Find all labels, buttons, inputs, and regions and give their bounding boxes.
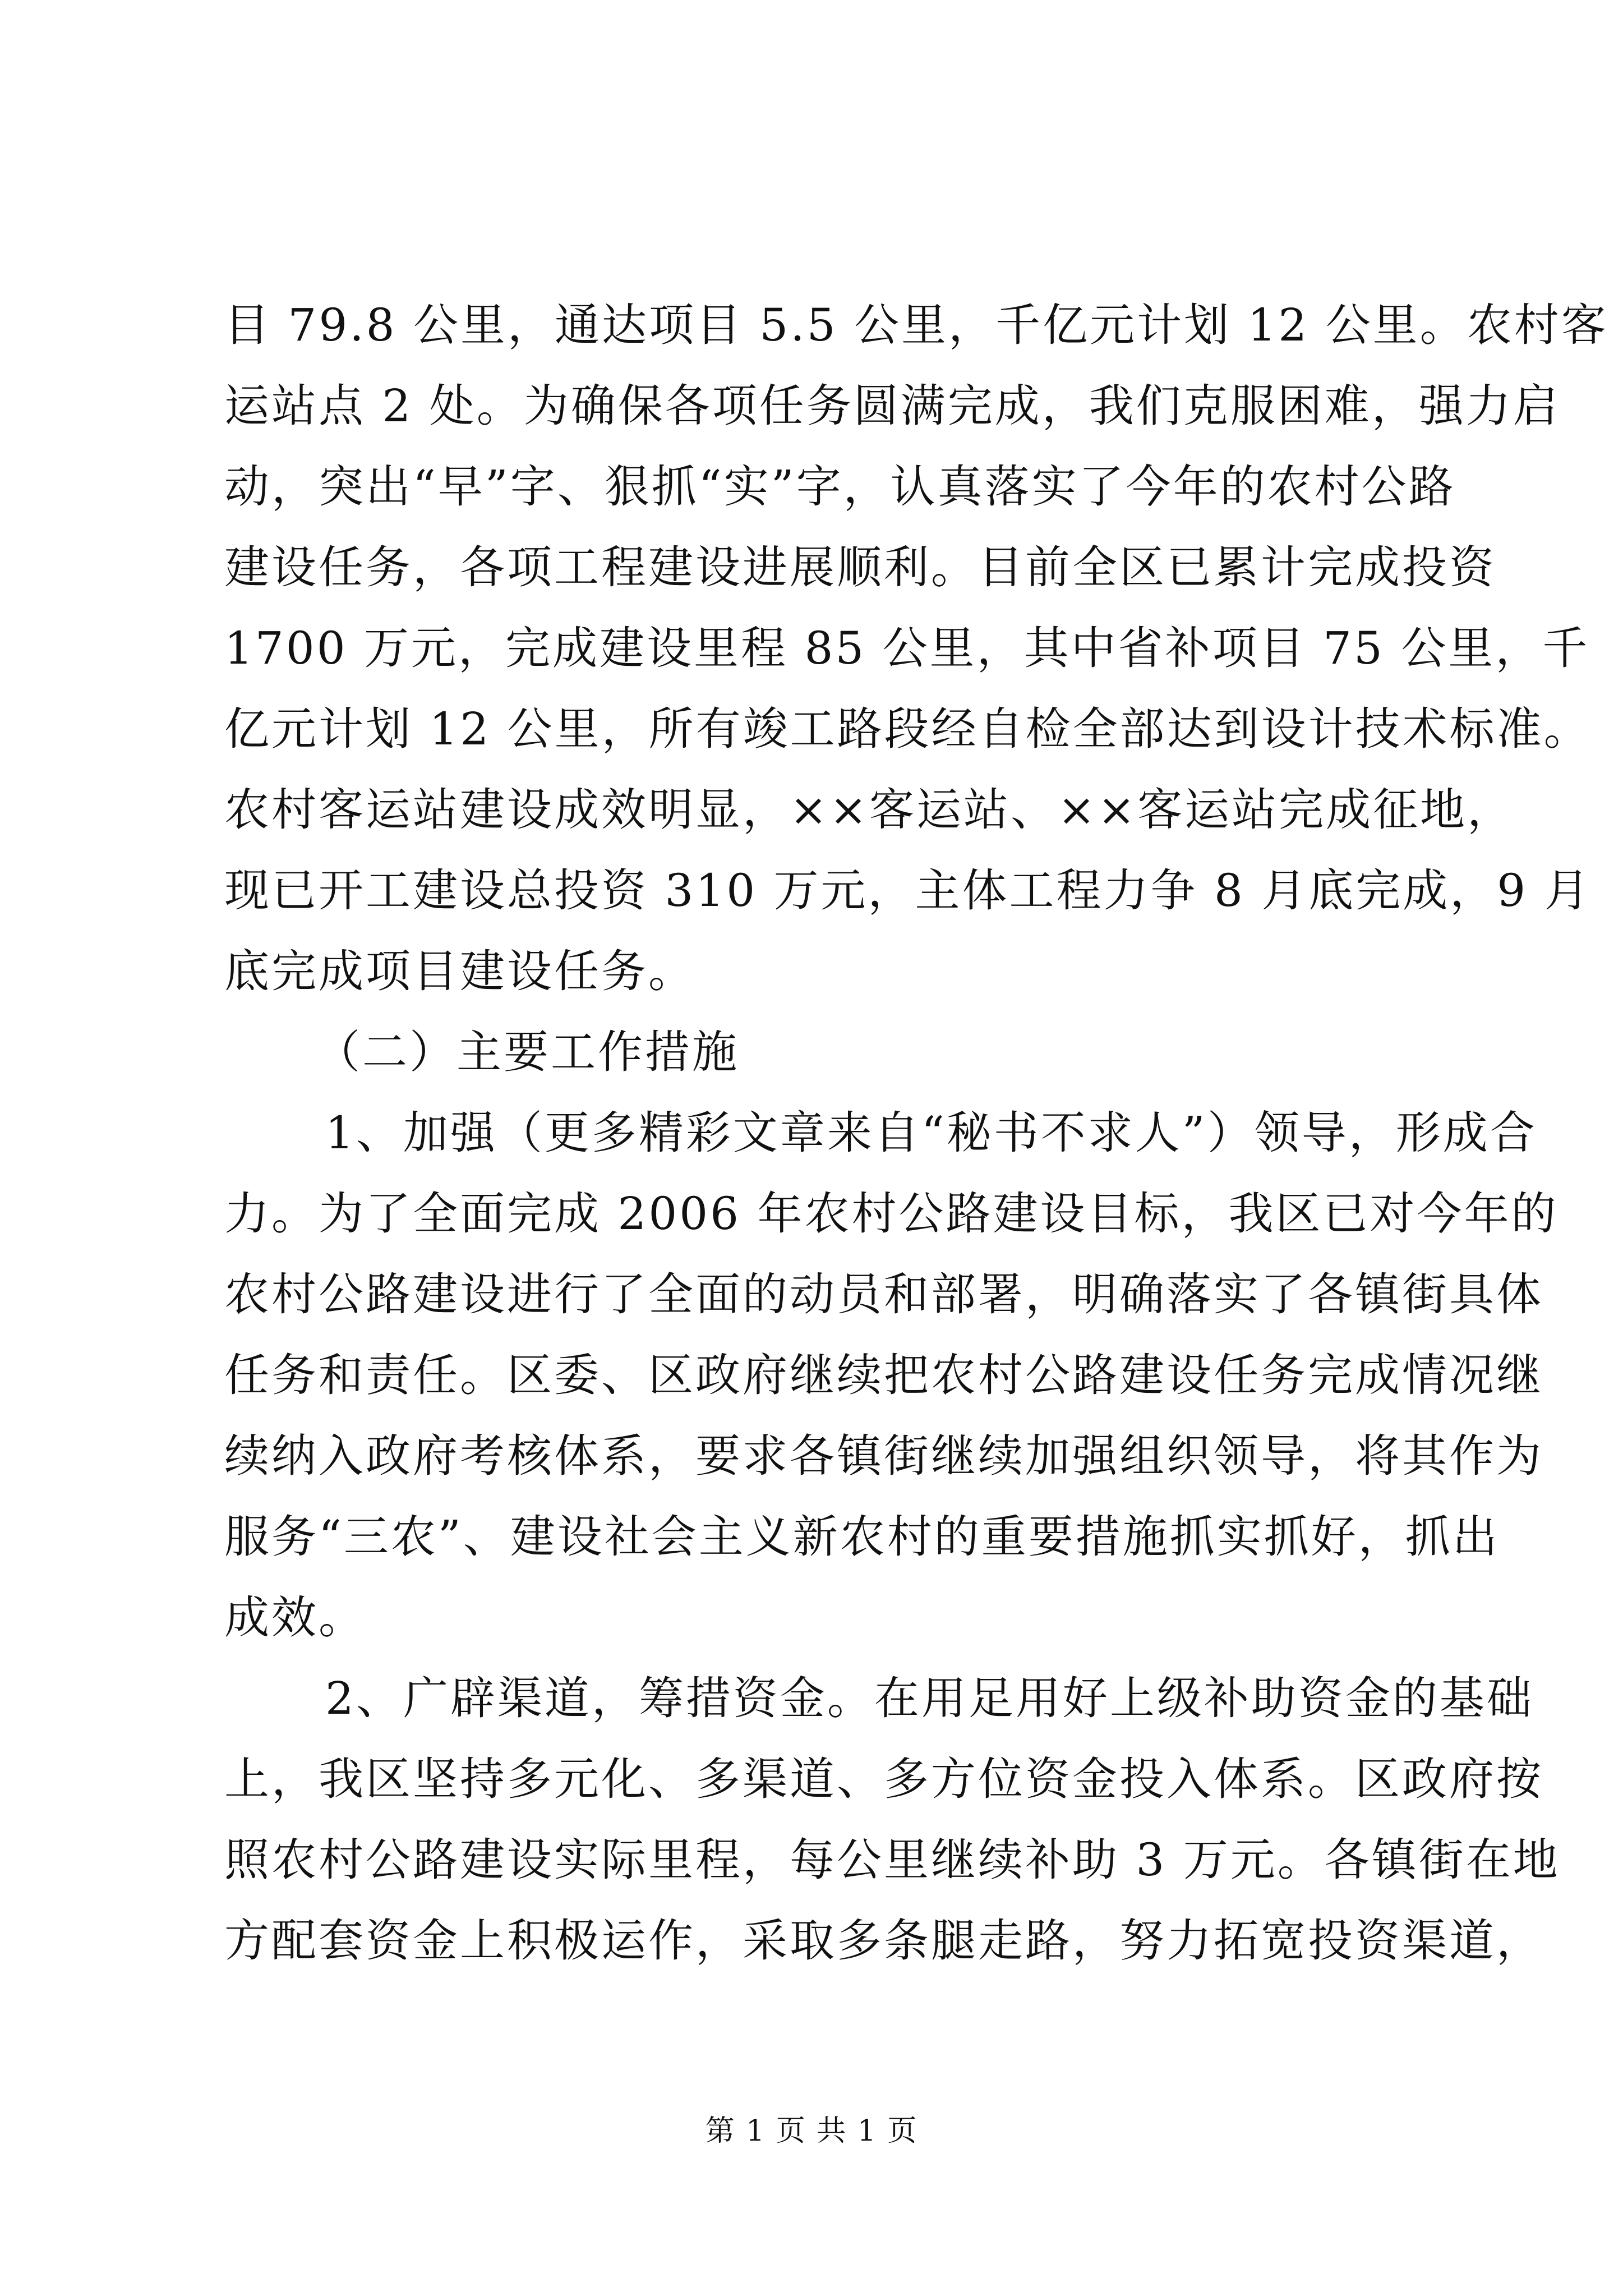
text-line: 成效。 (224, 1591, 366, 1644)
text-line: 1700 万元，完成建设里程 85 公里，其中省补项目 75 公里，千 (224, 622, 1590, 674)
text-line: 续纳入政府考核体系，要求各镇街继续加强组织领导，将其作为 (224, 1430, 1543, 1482)
text-line: 亿元计划 12 公里，所有竣工路段经自检全部达到设计技术标准。 (224, 703, 1591, 755)
text-line: 底完成项目建设任务。 (224, 945, 695, 997)
text-line: 照农村公路建设实际里程，每公里继续补助 3 万元。各镇街在地 (224, 1834, 1560, 1886)
paragraph-start: 2、广辟渠道，筹措资金。在用足用好上级补助资金的基础 (325, 1672, 1534, 1724)
text-line: 目 79.8 公里，通达项目 5.5 公里，千亿元计划 12 公里。农村客 (224, 299, 1608, 351)
text-line: 方配套资金上积极运作，采取多条腿走路，努力拓宽投资渠道， (224, 1915, 1543, 1967)
text-line: 任务和责任。区委、区政府继续把农村公路建设任务完成情况继 (224, 1349, 1543, 1401)
text-line: 建设任务，各项工程建设进展顺利。目前全区已累计完成投资 (224, 541, 1496, 593)
text-line: 运站点 2 处。为确保各项任务圆满完成，我们克服困难，强力启 (224, 380, 1560, 432)
page-footer: 第 1 页 共 1 页 (705, 2114, 918, 2148)
text-line: 现已开工建设总投资 310 万元，主体工程力争 8 月底完成，9 月 (224, 864, 1592, 917)
text-line: 农村客运站建设成效明显，××客运站、××客运站完成征地， (224, 784, 1515, 836)
text-line: 上，我区坚持多元化、多渠道、多方位资金投入体系。区政府按 (224, 1753, 1543, 1805)
text-line: 动，突出“早”字、狠抓“实”字，认真落实了今年的农村公路 (224, 461, 1456, 513)
text-line: 农村公路建设进行了全面的动员和部署，明确落实了各镇街具体 (224, 1268, 1543, 1320)
section-heading: （二）主要工作措施 (315, 1026, 739, 1078)
text-line: 力。为了全面完成 2006 年农村公路建设目标，我区已对今年的 (224, 1188, 1559, 1240)
text-line: 服务“三农”、建设社会主义新农村的重要措施抓实抓好，抓出 (224, 1511, 1500, 1563)
paragraph-start: 1、加强（更多精彩文章来自“秘书不求人”）领导，形成合 (325, 1107, 1537, 1159)
